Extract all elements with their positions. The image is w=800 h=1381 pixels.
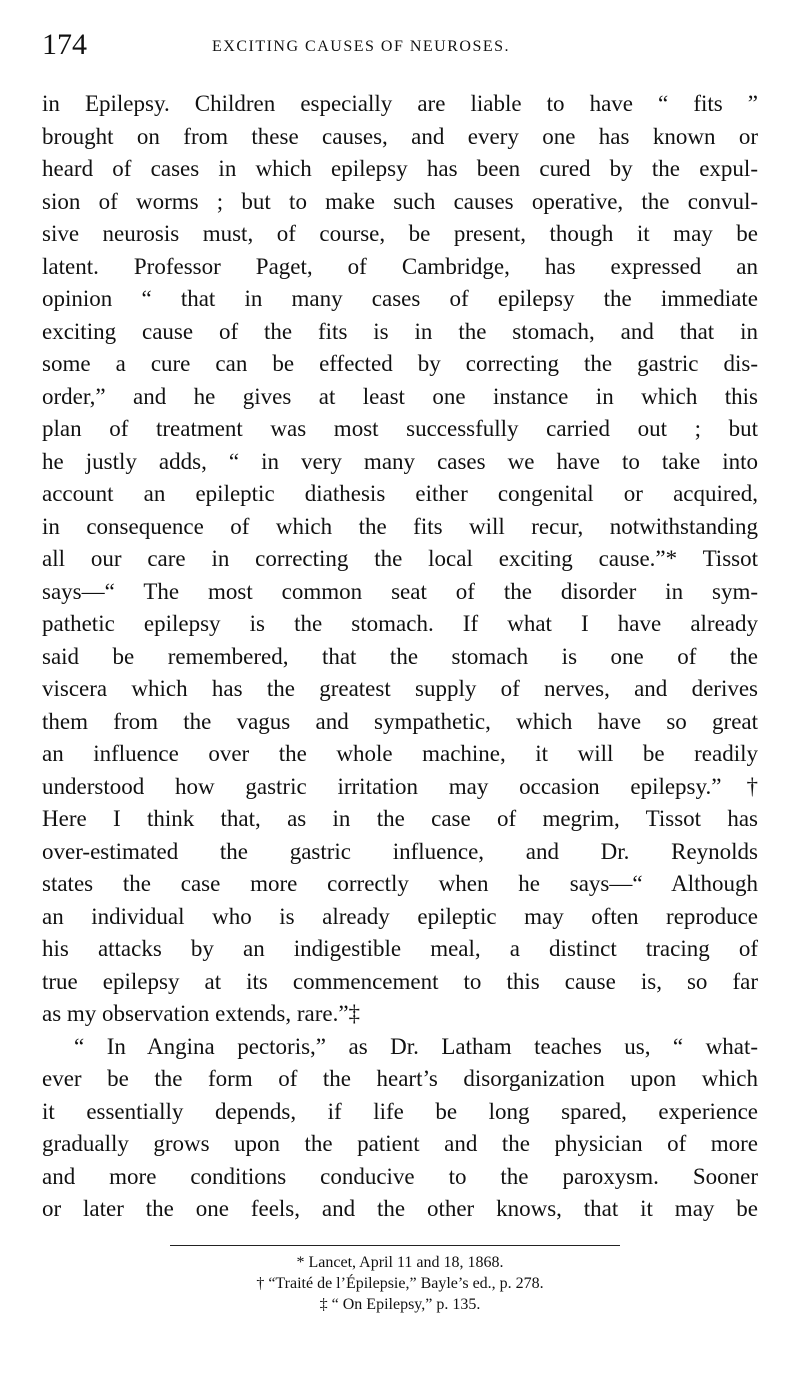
text-line: opinion “ that in many cases of epilepsy the immediate	[42, 286, 758, 311]
text-line: “ In Angina pectoris,” as Dr. Latham teaches us, “ what-	[74, 1033, 758, 1059]
page-header	[42, 28, 758, 68]
text-line: understood how gastric irritation may occasion epilepsy.”†	[42, 773, 758, 799]
text-line: true epilepsy at its commencement to this cause is, so far	[42, 968, 758, 994]
text-line: gradually grows upon the patient and the physician of more	[42, 1131, 758, 1156]
text-line: Here I think that, as in the case of megrim, Tissot has	[42, 806, 758, 831]
text-line: them from the vagus and sympathetic, which have so great	[42, 708, 758, 734]
body-text	[42, 88, 758, 1226]
text-line: some a cure can be effected by correcting the gastric dis-	[42, 351, 758, 376]
footnote: * Lancet, April 11 and 18, 1868.	[296, 1254, 504, 1271]
text-line: an influence over the whole machine, it will be readily	[42, 741, 758, 766]
text-line: he justly adds, “ in very many cases we have to take into	[42, 448, 758, 474]
footnote-rule	[170, 1245, 620, 1246]
text-line: or later the one feels, and the other knows, that it may be	[42, 1196, 758, 1221]
text-line: brought on from these causes, and every one has known or	[42, 123, 758, 149]
text-line: in consequence of which the fits will recur, notwithstanding	[42, 513, 758, 539]
text-line: it essentially depends, if life be long spared, experience	[42, 1098, 758, 1124]
text-line: ever be the form of the heart’s disorganization upon which	[42, 1066, 758, 1091]
text-line: in Epilepsy. Children especially are liable to have “ fits ”	[42, 91, 758, 116]
text-line: viscera which has the greatest supply of nerves, and derives	[42, 676, 758, 701]
text-line: exciting cause of the fits is in the stomach, and that in	[42, 318, 758, 344]
text-line: said be remembered, that the stomach is one of the	[42, 643, 758, 669]
text-line: an individual who is already epileptic may often reproduce	[42, 903, 758, 929]
footnote: ‡ “ On Epilepsy,” p. 135.	[319, 1296, 481, 1313]
text-line: account an epileptic diathesis either congenital or acquired,	[42, 481, 758, 506]
text-line: order,” and he gives at least one instance in which this	[42, 383, 758, 409]
footnote: † “Traité de l’Épilepsie,” Bayle’s ed., p. 278.	[256, 1275, 544, 1292]
footnotes	[42, 1252, 758, 1315]
text-line: plan of treatment was most successfully carried out ; but	[42, 416, 758, 441]
text-line: sion of worms ; but to make such causes operative, the convul-	[42, 188, 758, 214]
text-line: as my observation extends, rare.”‡	[42, 1001, 361, 1026]
text-line: all our care in correcting the local exciting cause.”* Tissot	[42, 546, 758, 571]
text-line: sive neurosis must, of course, be present, though it may be	[42, 221, 758, 246]
text-line: latent. Professor Paget, of Cambridge, has expressed an	[42, 253, 758, 279]
running-head: EXCITING CAUSES OF NEUROSES.	[212, 38, 511, 55]
text-line: over-estimated the gastric influence, and Dr. Reynolds	[42, 838, 758, 864]
text-line: and more conditions conducive to the paroxysm. Sooner	[42, 1163, 758, 1189]
text-line: pathetic epilepsy is the stomach. If what I have already	[42, 611, 758, 636]
page-number: 174	[42, 28, 87, 61]
text-line: heard of cases in which epilepsy has been cured by the expul-	[42, 156, 758, 181]
text-line: states the case more correctly when he says—“ Although	[42, 871, 758, 896]
text-line: his attacks by an indigestible meal, a distinct tracing of	[42, 936, 758, 961]
text-line: says—“ The most common seat of the disorder in sym-	[42, 578, 758, 604]
